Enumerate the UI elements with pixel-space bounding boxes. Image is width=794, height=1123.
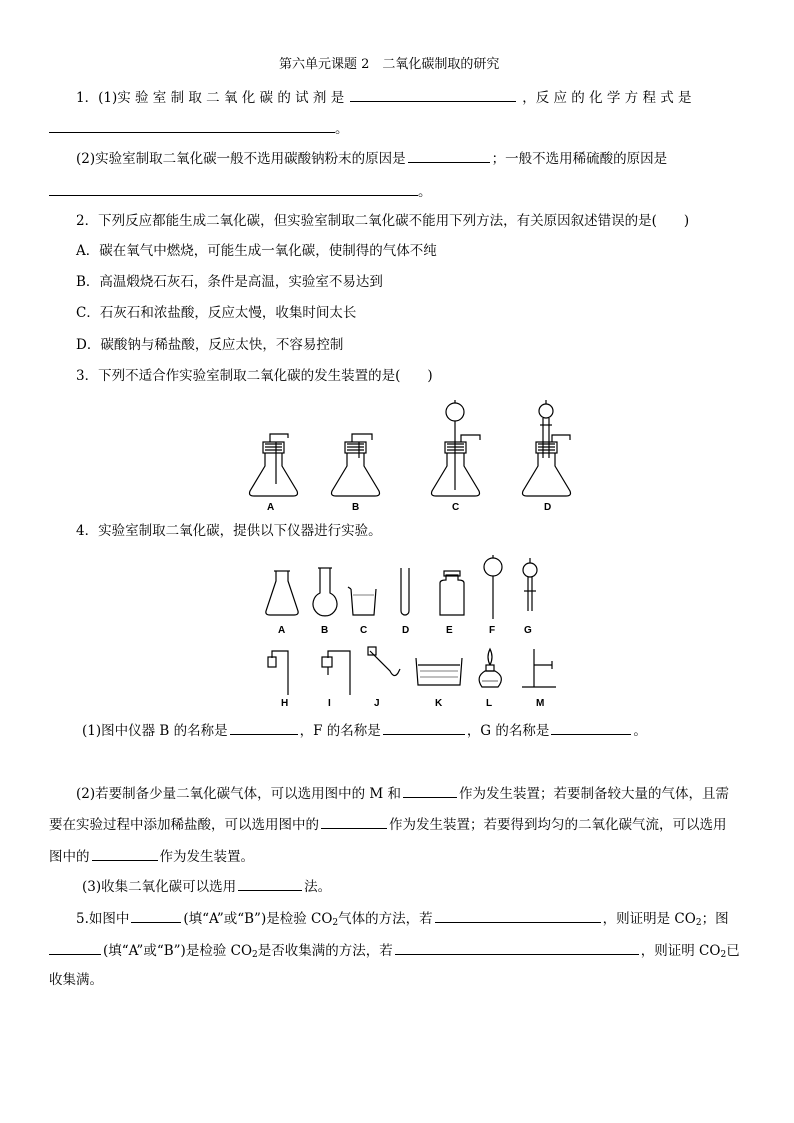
q4-part3-text-a: (3)收集二氧化碳可以选用: [82, 879, 237, 895]
instrument-i-label: I: [328, 698, 331, 709]
water-trough-icon: [416, 658, 462, 685]
q4-part3-line: [82, 877, 331, 895]
q5-answer-blank-full-method[interactable]: [49, 941, 101, 955]
bent-tube-j-icon: [368, 647, 400, 676]
q4-answer-blank-collection-method[interactable]: [238, 877, 302, 891]
q2-stem: 2．下列反应都能生成二氧化碳，但实验室制取二氧化碳不能用下列方法，有关原因叙述错误的是( ): [76, 213, 690, 229]
apparatus-a-label: A: [267, 502, 275, 513]
instrument-l-label: L: [486, 698, 493, 709]
delivery-tube-i-icon: [322, 651, 350, 695]
apparatus-a-icon: [250, 434, 298, 496]
q4-part1-end: 。: [633, 723, 647, 739]
instrument-c-label: C: [360, 625, 368, 636]
q1-answer-blank-sulfuric-acid[interactable]: [49, 182, 418, 196]
q4-answer-blank-b-name[interactable]: [230, 721, 298, 735]
q1-part1-line1: [76, 88, 692, 106]
q4-part1-text-b: ，F 的名称是: [299, 723, 381, 739]
q1-answer-blank-sodium-carbonate[interactable]: [408, 149, 490, 163]
q5-subscript-3: 2: [252, 950, 258, 960]
apparatus-c-label: C: [452, 502, 460, 513]
long-neck-funnel-icon: [484, 555, 502, 619]
q5-text-c: 气体的方法，若: [338, 911, 433, 927]
q1-answer-blank-equation[interactable]: [49, 119, 335, 133]
q5-text-g: 是否收集满的方法，若: [257, 943, 393, 959]
q3-stem: 3．下列不适合作实验室制取二氧化碳的发生装置的是( ): [76, 368, 433, 384]
beaker-icon: [348, 587, 376, 615]
q4-part2-line1: [76, 784, 729, 802]
q4-part2-text-d: 作为发生装置；若要得到均匀的二氧化碳气流，可以选用: [389, 817, 727, 833]
instrument-e-label: E: [446, 625, 453, 636]
apparatus-d-icon: [523, 400, 571, 496]
instrument-g-label: G: [524, 625, 532, 636]
q1-part1-line2: [49, 119, 349, 137]
q2-option-b[interactable]: B．高温煅烧石灰石，条件是高温，实验室不易达到: [76, 274, 383, 290]
q5-line2: [49, 941, 740, 959]
q5-subscript-4: 2: [720, 950, 727, 960]
instrument-j-label: J: [374, 698, 380, 709]
q1-part1-text-b: ，反 应 的 化 学 方 程 式 是: [522, 90, 692, 106]
iron-stand-icon: [522, 649, 556, 687]
q4-part3-text-b: 法。: [304, 879, 332, 895]
q4-part1-line: [82, 721, 647, 739]
q4-stem: 4．实验室制取二氧化碳，提供以下仪器进行实验。: [76, 523, 382, 539]
q4-part2-text-e: 图中的: [49, 849, 90, 865]
instrument-f-label: F: [489, 625, 496, 636]
q5-answer-blank-test-phenomenon[interactable]: [435, 909, 601, 923]
q5-subscript-1: 2: [332, 918, 339, 928]
instrument-m-label: M: [536, 698, 545, 709]
instrument-a-label: A: [278, 625, 286, 636]
apparatus-b-label: B: [352, 502, 360, 513]
q1-part2-end: 。: [418, 184, 432, 200]
q4-part1-text-c: ，G 的名称是: [466, 723, 550, 739]
apparatus-c-icon: [432, 400, 481, 496]
q4-part2-line2: [49, 815, 727, 833]
q5-answer-blank-test-method[interactable]: [131, 909, 181, 923]
q1-part2-text-b: ；一般不选用稀硫酸的原因是: [491, 151, 668, 167]
q4-part2-text-b: 作为发生装置；若要制备较大量的气体，且需: [459, 786, 730, 802]
q5-text-d: ，则证明是 CO: [602, 911, 696, 927]
q4-answer-blank-f-name[interactable]: [383, 721, 465, 735]
q2-option-c[interactable]: C．石灰石和浓盐酸，反应太慢，收集时间太长: [76, 305, 357, 321]
page-title: 第六单元课题 2 二氧化碳制取的研究: [279, 57, 500, 72]
alcohol-lamp-icon: [479, 649, 501, 687]
q5-answer-blank-full-phenomenon[interactable]: [395, 941, 639, 955]
instrument-h-label: H: [281, 698, 289, 709]
delivery-tube-h-icon: [268, 651, 288, 695]
q1-part2-text-a: (2)实验室制取二氧化碳一般不选用碳酸钠粉末的原因是: [76, 151, 406, 167]
q5-text-h: ，则证明 CO: [640, 943, 721, 959]
q4-part2-text-f: 作为发生装置。: [159, 849, 254, 865]
q5-text-i: 已: [726, 943, 740, 959]
q1-part1-end: 。: [335, 121, 349, 137]
q1-part1-text-a: 1．(1)实 验 室 制 取 二 氧 化 碳 的 试 剂 是: [76, 90, 345, 106]
apparatus-b-icon: [332, 434, 380, 496]
q4-part2-text-a: (2)若要制备少量二氧化碳气体，可以选用图中的 M 和: [76, 786, 402, 802]
conical-flask-icon: [266, 571, 298, 615]
q4-part2-line3: [49, 847, 254, 865]
separatory-funnel-icon: [523, 558, 537, 611]
q5-line1: [76, 909, 729, 927]
q4-part2-text-c: 要在实验过程中添加稀盐酸，可以选用图中的: [49, 817, 319, 833]
test-tube-icon: [401, 568, 409, 615]
q4-answer-blank-small-apparatus[interactable]: [403, 784, 457, 798]
q4-answer-blank-large-apparatus[interactable]: [321, 815, 387, 829]
q5-text-b: (填“A”或“B”)是检验 CO: [183, 911, 333, 927]
q5-text-e: ；图: [701, 911, 729, 927]
round-bottom-flask-icon: [313, 568, 337, 616]
q1-answer-blank-reagents[interactable]: [350, 88, 516, 102]
wide-mouth-bottle-icon: [440, 571, 464, 615]
q2-option-d[interactable]: D．碳酸钠与稀盐酸，反应太快，不容易控制: [76, 337, 344, 353]
q4-answer-blank-g-name[interactable]: [551, 721, 631, 735]
instrument-b-label: B: [321, 625, 329, 636]
q4-answer-blank-even-flow-apparatus[interactable]: [92, 847, 158, 861]
instrument-d-label: D: [402, 625, 410, 636]
instrument-k-label: K: [435, 698, 443, 709]
q3-apparatus-figure: [240, 398, 590, 513]
q1-part2-line1: [76, 149, 667, 167]
q1-part2-line2: [49, 182, 432, 200]
q5-text-f: (填“A”或“B”)是检验 CO: [103, 943, 253, 959]
apparatus-d-label: D: [544, 502, 552, 513]
q5-subscript-2: 2: [695, 918, 702, 928]
q5-line3: 收集满。: [49, 972, 103, 988]
q5-text-a: 5.如图中: [76, 911, 130, 927]
q4-instruments-figure: [260, 553, 560, 713]
q2-option-a[interactable]: A．碳在氧气中燃烧，可能生成一氧化碳，使制得的气体不纯: [76, 243, 437, 259]
q4-part1-text-a: (1)图中仪器 B 的名称是: [82, 723, 228, 739]
